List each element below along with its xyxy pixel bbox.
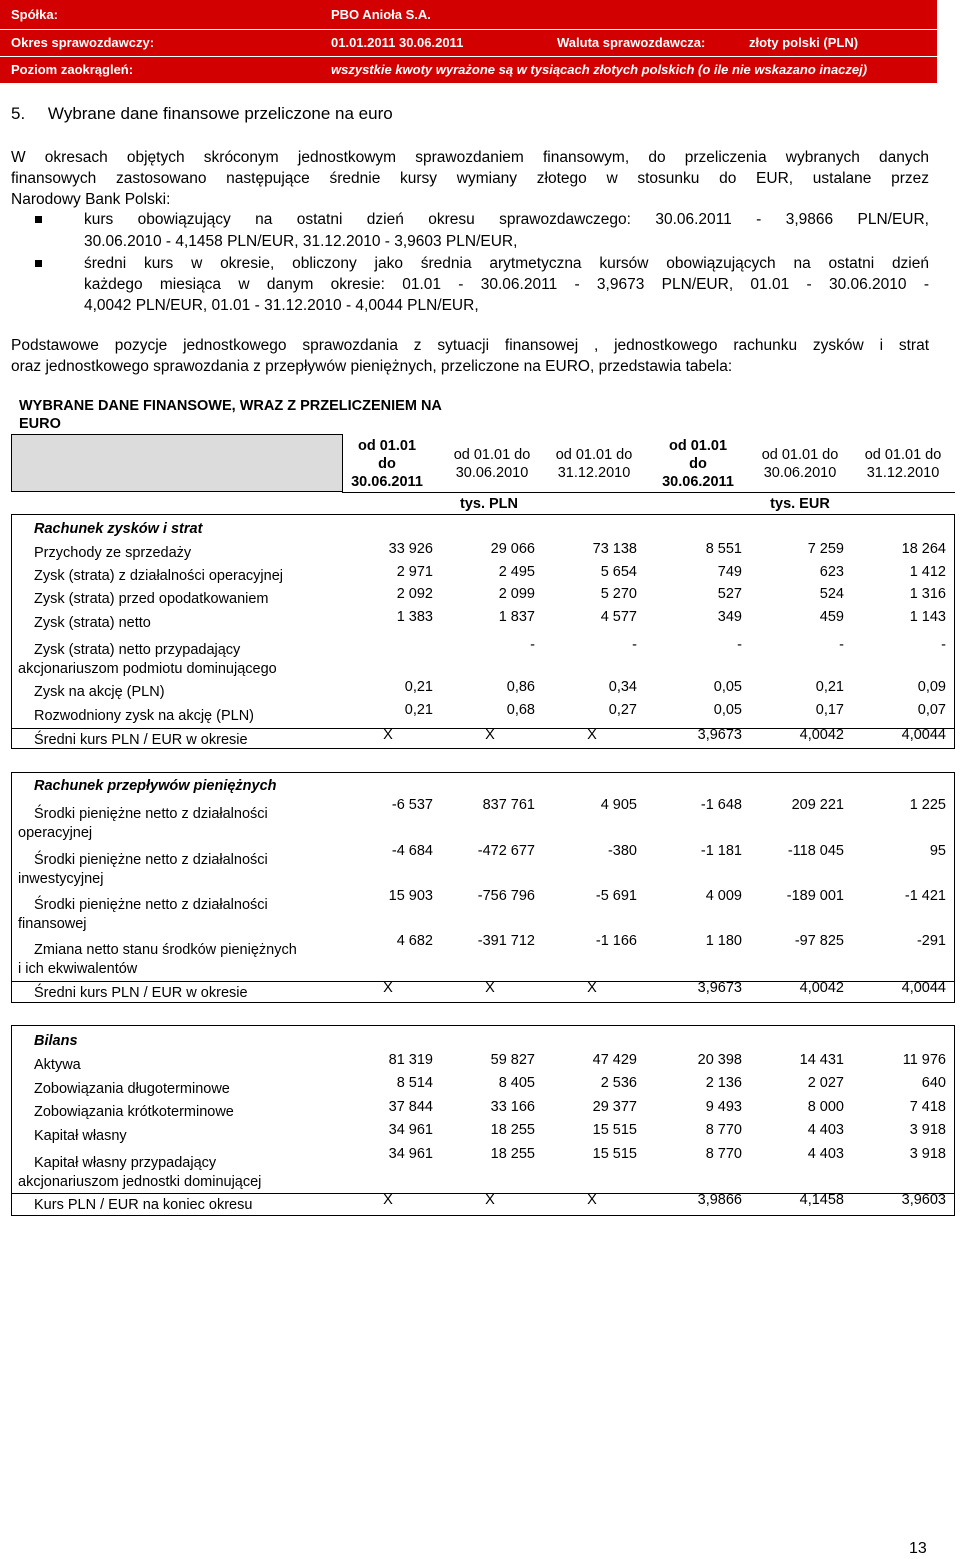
summary-line: Podstawowe pozycje jednostkowego sprawozdania z sytuacji finansowej , jednostkowego rachunku zysków i strat — [11, 337, 929, 354]
table-cell-value: 34 961 — [388, 1146, 433, 1162]
row-label-continuation: akcjonariuszom jednostki dominującej — [18, 1174, 262, 1190]
table-cell-value: 4 009 — [705, 888, 742, 904]
table-cell-value: 1 383 — [396, 609, 433, 625]
table-cell-value: 1 837 — [498, 609, 535, 625]
table-cell-value: X — [485, 727, 495, 743]
rounding-value: wszystkie kwoty wyrażone są w tysiącach złotych polskich (o ile nie wskazano inaczej) — [331, 62, 868, 77]
table-cell-value: 7 259 — [807, 541, 844, 557]
unit-label-eur: tys. EUR — [770, 496, 830, 512]
table-cell-value: 2 536 — [600, 1075, 637, 1091]
table-cell-value: 5 270 — [600, 586, 637, 602]
table-cell-value: - — [632, 637, 637, 653]
row-label: Rozwodniony zysk na akcję (PLN) — [34, 708, 255, 724]
row-label: Aktywa — [34, 1057, 81, 1073]
table-cell-value: 1 180 — [705, 933, 742, 949]
rate-label: Kurs PLN / EUR na koniec okresu — [34, 1197, 253, 1213]
table-cell-value: 33 926 — [388, 541, 433, 557]
row-label: Środki pieniężne netto z działalności — [34, 852, 268, 868]
bullet-icon — [35, 260, 42, 267]
table-cell-value: 2 092 — [396, 586, 433, 602]
table-cell-value: -291 — [916, 933, 946, 949]
row-label: Zysk (strata) netto — [34, 615, 151, 631]
table-cell-value: 18 255 — [490, 1146, 535, 1162]
intro-line: finansowych zastosowano następujące średnie kursy wymiany złotego w stosunku do EUR, ustalane przez — [11, 170, 929, 187]
table-cell-value: - — [530, 637, 535, 653]
table-cell-value: 33 166 — [490, 1099, 535, 1115]
header-row-period — [0, 33, 937, 53]
row-label: Zysk (strata) netto przypadający — [34, 642, 241, 658]
table-cell-value: 15 903 — [388, 888, 433, 904]
table-cell-value: X — [383, 1192, 393, 1208]
table-cell-value: 1 412 — [909, 564, 946, 580]
table-cell-value: 349 — [717, 609, 742, 625]
column-header — [437, 446, 547, 482]
table-cell-value: 0,05 — [713, 702, 742, 718]
table-cell-value: 2 136 — [705, 1075, 742, 1091]
table-cell-value: 8 770 — [705, 1146, 742, 1162]
table-cell-value: X — [383, 727, 393, 743]
row-label: Zysk (strata) z działalności operacyjnej — [34, 568, 284, 584]
table-cell-value: 0,07 — [917, 702, 946, 718]
section-title — [11, 104, 393, 124]
table-cell-value: 8 551 — [705, 541, 742, 557]
column-header-line: 30.06.2011 — [351, 474, 423, 490]
table-cell-value: 18 264 — [901, 541, 946, 557]
row-label: Przychody ze sprzedaży — [34, 545, 192, 561]
table-cell-value: -380 — [607, 843, 637, 859]
period-value: 01.01.2011 30.06.2011 — [331, 35, 464, 50]
table-cell-value: 3,9603 — [901, 1192, 946, 1208]
column-header-line: od 01.01 — [668, 438, 728, 454]
table-cell-value: 20 398 — [697, 1052, 742, 1068]
table-cell-value: 47 429 — [592, 1052, 637, 1068]
header-row-company — [0, 5, 937, 25]
table-cell-value: 4 905 — [600, 797, 637, 813]
row-label-continuation: i ich ekwiwalentów — [18, 961, 138, 977]
header-underline — [342, 492, 955, 493]
table-cell-value: X — [587, 727, 597, 743]
table-cell-value: 4,0042 — [799, 980, 844, 996]
column-header-line: do — [689, 456, 707, 472]
column-header-line: 30.06.2010 — [763, 465, 837, 481]
table-cell-value: 3,9673 — [697, 727, 742, 743]
table-cell-value: 8 514 — [396, 1075, 433, 1091]
table-cell-value: -6 537 — [391, 797, 433, 813]
column-header — [539, 446, 649, 482]
table-cell-value: 0,68 — [506, 702, 535, 718]
table-header-empty-cell — [11, 434, 343, 492]
table-cell-value: -118 045 — [787, 843, 844, 859]
table-cell-value: X — [587, 1192, 597, 1208]
table-cell-value: 0,09 — [917, 679, 946, 695]
table-cell-value: 29 377 — [592, 1099, 637, 1115]
column-header-line: 30.06.2010 — [455, 465, 529, 481]
table-cell-value: 3,9673 — [697, 980, 742, 996]
section-title-text: Wybrane dane finansowe przeliczone na euro — [47, 104, 393, 123]
table-cell-value: 14 431 — [799, 1052, 844, 1068]
table-cell-value: 1 316 — [909, 586, 946, 602]
column-header-line: 30.06.2011 — [662, 474, 734, 490]
table-cell-value: -472 677 — [477, 843, 535, 859]
column-header — [342, 437, 432, 491]
table-cell-value: 837 761 — [482, 797, 535, 813]
table-cell-value: 3,9866 — [697, 1192, 742, 1208]
column-header-line: od 01.01 do — [555, 447, 633, 463]
table-cell-value: 11 976 — [902, 1052, 946, 1068]
table-cell-value: -1 166 — [595, 933, 637, 949]
column-header-line: od 01.01 do — [761, 447, 839, 463]
header-divider — [0, 29, 937, 30]
column-header — [848, 446, 958, 482]
row-label: Kapitał własny przypadający — [34, 1155, 217, 1171]
table-cell-value: 749 — [717, 564, 742, 580]
table-cell-value: 59 827 — [490, 1052, 535, 1068]
bullet-text: 4,0042 PLN/EUR, 01.01 - 31.12.2010 - 4,0044 PLN/EUR, — [84, 297, 479, 314]
table-cell-value: 623 — [819, 564, 844, 580]
table-cell-value: 81 319 — [388, 1052, 433, 1068]
table-cell-value: 2 027 — [807, 1075, 844, 1091]
table-cell-value: 95 — [929, 843, 946, 859]
table-cell-value: 640 — [921, 1075, 946, 1091]
table-cell-value: 18 255 — [490, 1122, 535, 1138]
table-cell-value: 4,1458 — [799, 1192, 844, 1208]
table-cell-value: 527 — [717, 586, 742, 602]
table-cell-value: 15 515 — [592, 1146, 637, 1162]
company-value: PBO Anioła S.A. — [331, 7, 431, 22]
table-cell-value: X — [485, 980, 495, 996]
table-cell-value: 209 221 — [791, 797, 844, 813]
table-title: WYBRANE DANE FINANSOWE, WRAZ Z PRZELICZENIEM NA — [19, 398, 442, 414]
table-cell-value: 0,34 — [608, 679, 637, 695]
rate-label: Średni kurs PLN / EUR w okresie — [34, 732, 248, 748]
document-header — [0, 0, 937, 83]
row-label-continuation: inwestycyjnej — [18, 871, 104, 887]
table-cell-value: - — [839, 637, 844, 653]
bullet-text: 30.06.2010 - 4,1458 PLN/EUR, 31.12.2010 - 3,9603 PLN/EUR, — [84, 233, 518, 250]
period-label: Okres sprawozdawczy: — [11, 35, 155, 50]
table-cell-value: 2 495 — [498, 564, 535, 580]
table-cell-value: 1 143 — [909, 609, 946, 625]
income-heading: Rachunek zysków i strat — [34, 521, 203, 537]
row-label: Kapitał własny — [34, 1128, 127, 1144]
table-cell-value: X — [485, 1192, 495, 1208]
table-cell-value: X — [383, 980, 393, 996]
company-label: Spółka: — [11, 7, 58, 22]
column-header-line: 31.12.2010 — [557, 465, 631, 481]
section-number: 5. — [11, 104, 26, 123]
column-header-line: od 01.01 — [357, 438, 417, 454]
table-cell-value: -5 691 — [595, 888, 637, 904]
table-cell-value: 0,86 — [506, 679, 535, 695]
row-label-continuation: operacyjnej — [18, 825, 93, 841]
header-divider — [0, 56, 937, 57]
row-label: Zobowiązania długoterminowe — [34, 1081, 230, 1097]
row-label-continuation: akcjonariuszom podmiotu dominującego — [18, 661, 277, 677]
table-cell-value: 0,05 — [713, 679, 742, 695]
header-row-rounding — [0, 60, 937, 80]
table-cell-value: 9 493 — [705, 1099, 742, 1115]
row-label: Zmiana netto stanu środków pieniężnych — [34, 942, 297, 958]
currency-value: złoty polski (PLN) — [749, 35, 859, 50]
summary-line: oraz jednostkowego sprawozdania z przepływów pieniężnych, przeliczone na EURO, przedstawia tabela: — [11, 358, 733, 375]
table-cell-value: 5 654 — [600, 564, 637, 580]
table-cell-value: 0,21 — [815, 679, 844, 695]
table-cell-value: 4 403 — [807, 1146, 844, 1162]
intro-line: W okresach objętych skróconym jednostkowym sprawozdaniem finansowym, do przeliczenia wybranych danych — [11, 149, 929, 166]
table-cell-value: 73 138 — [592, 541, 637, 557]
row-label: Zysk (strata) przed opodatkowaniem — [34, 591, 269, 607]
table-cell-value: 0,21 — [404, 679, 433, 695]
table-cell-value: 8 770 — [705, 1122, 742, 1138]
table-cell-value: X — [587, 980, 597, 996]
table-cell-value: -1 181 — [700, 843, 742, 859]
table-cell-value: 15 515 — [592, 1122, 637, 1138]
table-cell-value: 37 844 — [388, 1099, 433, 1115]
column-header-line: do — [378, 456, 396, 472]
bullet-text: kurs obowiązujący na ostatni dzień okresu sprawozdawczego: 30.06.2011 - 3,9866 PLN/EUR, — [84, 211, 929, 228]
table-cell-value: 3 918 — [909, 1146, 946, 1162]
table-cell-value: 34 961 — [388, 1122, 433, 1138]
table-cell-value: 4,0044 — [901, 727, 946, 743]
row-label: Zobowiązania krótkoterminowe — [34, 1104, 234, 1120]
table-cell-value: 4,0044 — [901, 980, 946, 996]
table-cell-value: 29 066 — [490, 541, 535, 557]
table-cell-value: 3 918 — [909, 1122, 946, 1138]
cashflow-heading: Rachunek przepływów pieniężnych — [34, 778, 277, 794]
rounding-label: Poziom zaokrągleń: — [11, 62, 134, 77]
table-cell-value: - — [941, 637, 946, 653]
table-cell-value: -1 421 — [904, 888, 946, 904]
table-cell-value: 2 099 — [498, 586, 535, 602]
table-cell-value: -756 796 — [477, 888, 535, 904]
table-cell-value: -4 684 — [391, 843, 433, 859]
table-cell-value: 4,0042 — [799, 727, 844, 743]
table-title: EURO — [19, 416, 61, 432]
table-cell-value: - — [737, 637, 742, 653]
table-cell-value: 0,17 — [815, 702, 844, 718]
row-label: Środki pieniężne netto z działalności — [34, 806, 268, 822]
column-header-line: od 01.01 do — [864, 447, 942, 463]
table-cell-value: -97 825 — [794, 933, 844, 949]
table-cell-value: -1 648 — [700, 797, 742, 813]
table-cell-value: 2 971 — [396, 564, 433, 580]
column-header — [745, 446, 855, 482]
column-header-line: od 01.01 do — [453, 447, 531, 463]
row-label-continuation: finansowej — [18, 916, 87, 932]
table-cell-value: 4 577 — [600, 609, 637, 625]
unit-label-pln: tys. PLN — [459, 496, 518, 512]
bullet-icon — [35, 216, 42, 223]
currency-label: Waluta sprawozdawcza: — [557, 35, 706, 50]
table-cell-value: -391 712 — [477, 933, 535, 949]
table-cell-value: 8 000 — [807, 1099, 844, 1115]
page-number: 13 — [909, 1540, 927, 1557]
intro-line: Narodowy Bank Polski: — [11, 191, 171, 208]
table-cell-value: 1 225 — [909, 797, 946, 813]
table-cell-value: 4 682 — [396, 933, 433, 949]
table-cell-value: 524 — [819, 586, 844, 602]
column-header-line: 31.12.2010 — [866, 465, 940, 481]
row-label: Zysk na akcję (PLN) — [34, 684, 165, 700]
table-cell-value: -189 001 — [786, 888, 844, 904]
balance-heading: Bilans — [34, 1033, 78, 1049]
bullet-text: każdego miesiąca w danym okresie: 01.01 - 30.06.2011 - 3,9673 PLN/EUR, 01.01 - 30.06.2010 - — [84, 276, 929, 293]
table-cell-value: 459 — [819, 609, 844, 625]
bullet-text: średni kurs w okresie, obliczony jako średnia arytmetyczna kursów obowiązujących na ostatni dzień — [84, 255, 929, 272]
rate-label: Średni kurs PLN / EUR w okresie — [34, 985, 248, 1001]
row-label: Środki pieniężne netto z działalności — [34, 897, 268, 913]
table-cell-value: 0,27 — [608, 702, 637, 718]
table-cell-value: 4 403 — [807, 1122, 844, 1138]
table-cell-value: 0,21 — [404, 702, 433, 718]
column-header — [648, 437, 748, 491]
table-cell-value: 7 418 — [909, 1099, 946, 1115]
table-cell-value: 8 405 — [498, 1075, 535, 1091]
